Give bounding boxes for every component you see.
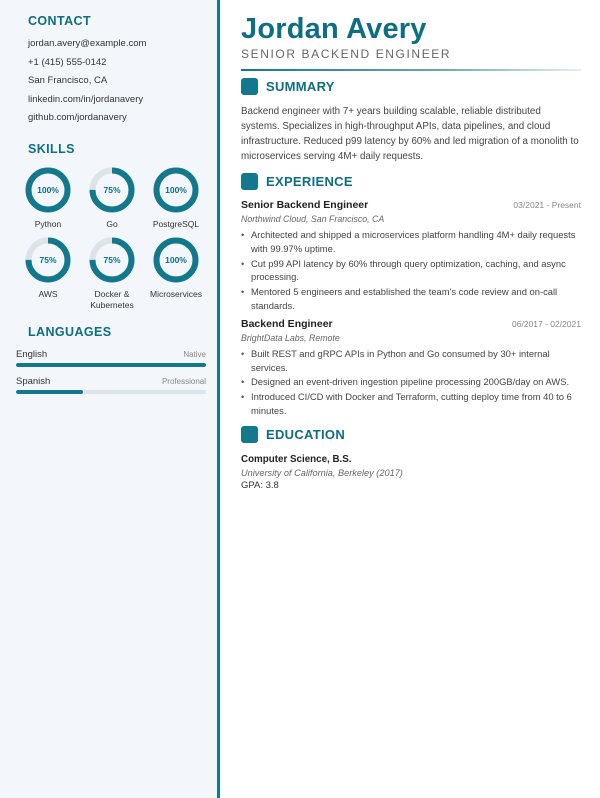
sidebar — [0, 0, 220, 798]
job-entry — [241, 199, 581, 313]
job-company: BrightData Labs, Remote — [241, 332, 340, 343]
job-bullet: • Designed an event-driven ingestion pipeline processing 200GB/day on AWS. — [241, 375, 581, 389]
job-role: Backend Engineer — [241, 317, 333, 330]
skill-label: Go — [106, 218, 118, 229]
skill-percent: 75% — [103, 184, 121, 195]
contact-linkedin[interactable]: linkedin.com/in/jordanavery — [28, 93, 144, 105]
contact-github[interactable]: github.com/jordanavery — [28, 112, 127, 124]
experience-section-header — [241, 173, 581, 190]
skill-percent: 100% — [37, 184, 59, 195]
education-section-header — [241, 426, 581, 443]
skill-label: PostgreSQL — [152, 218, 200, 229]
skill-item — [16, 236, 80, 311]
contact-phone[interactable]: +1 (415) 555-0142 — [28, 56, 107, 68]
skill-ring — [152, 236, 200, 284]
language-name: English — [16, 348, 48, 360]
language-bar — [16, 390, 206, 394]
skill-ring — [24, 166, 72, 214]
education-heading: EDUCATION — [266, 426, 346, 442]
contact-heading: CONTACT — [28, 14, 91, 28]
job-dates: 06/2017 - 02/2021 — [511, 318, 581, 329]
skill-percent: 100% — [165, 184, 187, 195]
language-row — [16, 349, 206, 360]
language-level: Professional — [161, 376, 206, 386]
language-row — [16, 376, 206, 387]
skill-percent: 75% — [103, 254, 121, 265]
skill-percent: 100% — [165, 254, 187, 265]
skill-label: Python — [34, 218, 62, 229]
job-bullet: • Mentored 5 engineers and established the team's code review and on-call standards. — [241, 285, 581, 313]
skill-item — [80, 236, 144, 311]
job-bullets — [241, 228, 581, 313]
job-company: Northwind Cloud, San Francisco, CA — [241, 214, 385, 224]
job-bullet: • Architected and shipped a microservices platform handling 4M+ daily requests with 99.97% uptime. — [241, 228, 581, 256]
job-title: SENIOR BACKEND ENGINEER — [241, 47, 452, 61]
skill-percent: 75% — [39, 254, 57, 265]
job-bullet: • Built REST and gRPC APIs in Python and Go consumed by 30+ internal services. — [241, 347, 581, 375]
candidate-name: Jordan Avery — [241, 13, 427, 45]
title-divider — [241, 69, 581, 71]
section-marker-icon — [241, 78, 258, 95]
job-bullets — [241, 347, 581, 418]
skill-ring — [88, 166, 136, 214]
skills-heading: SKILLS — [28, 141, 75, 156]
summary-heading: SUMMARY — [266, 79, 335, 94]
language-bar-fill — [16, 390, 83, 394]
job-dates: 03/2021 - Present — [513, 200, 581, 210]
skill-label: AWS — [38, 288, 58, 299]
job-role: Senior Backend Engineer — [241, 199, 369, 211]
skill-label: Microservices — [150, 288, 202, 299]
education-degree: Computer Science, B.S. — [241, 453, 352, 465]
section-marker-icon — [241, 426, 258, 443]
skill-ring — [152, 166, 200, 214]
education-gpa: GPA: 3.8 — [241, 479, 279, 491]
summary-text: Backend engineer with 7+ years building scalable, reliable distributed systems. Specializes in high-throughput APIs, data pipelines, and cloud infrastructure. Reduced p99 latency by 60% and led migration of a monolith to microservices serving 4M+ daily requests. — [241, 106, 579, 162]
skill-item — [144, 166, 208, 230]
experience-heading: EXPERIENCE — [266, 174, 353, 189]
job-entry — [241, 318, 581, 418]
language-bar-fill — [16, 363, 206, 367]
main-content — [241, 14, 581, 491]
language-name: Spanish — [16, 375, 51, 387]
language-level: Native — [183, 349, 206, 359]
skill-ring — [88, 236, 136, 284]
skill-item — [16, 166, 80, 230]
summary-section-header — [241, 78, 581, 95]
job-bullet: • Cut p99 API latency by 60% through query optimization, caching, and async processing. — [241, 257, 581, 285]
language-item — [16, 348, 206, 367]
job-bullet: • Introduced CI/CD with Docker and Terraform, cutting deploy time from 40 to 6 minutes. — [241, 390, 581, 418]
skill-ring — [24, 236, 72, 284]
education-school: University of California, Berkeley (2017) — [241, 467, 403, 478]
section-marker-icon — [241, 173, 258, 190]
skill-item — [80, 166, 144, 230]
language-item — [16, 375, 206, 394]
contact-email[interactable]: jordan.avery@example.com — [28, 38, 147, 49]
skill-item — [144, 236, 208, 311]
skill-label: Docker & Kubernetes — [90, 288, 134, 310]
job-header — [241, 199, 581, 211]
contact-list — [28, 37, 202, 130]
language-bar — [16, 363, 206, 367]
languages-heading: LANGUAGES — [28, 324, 112, 339]
contact-location: San Francisco, CA — [28, 75, 108, 87]
skills-grid — [16, 166, 202, 311]
job-header — [241, 318, 581, 330]
